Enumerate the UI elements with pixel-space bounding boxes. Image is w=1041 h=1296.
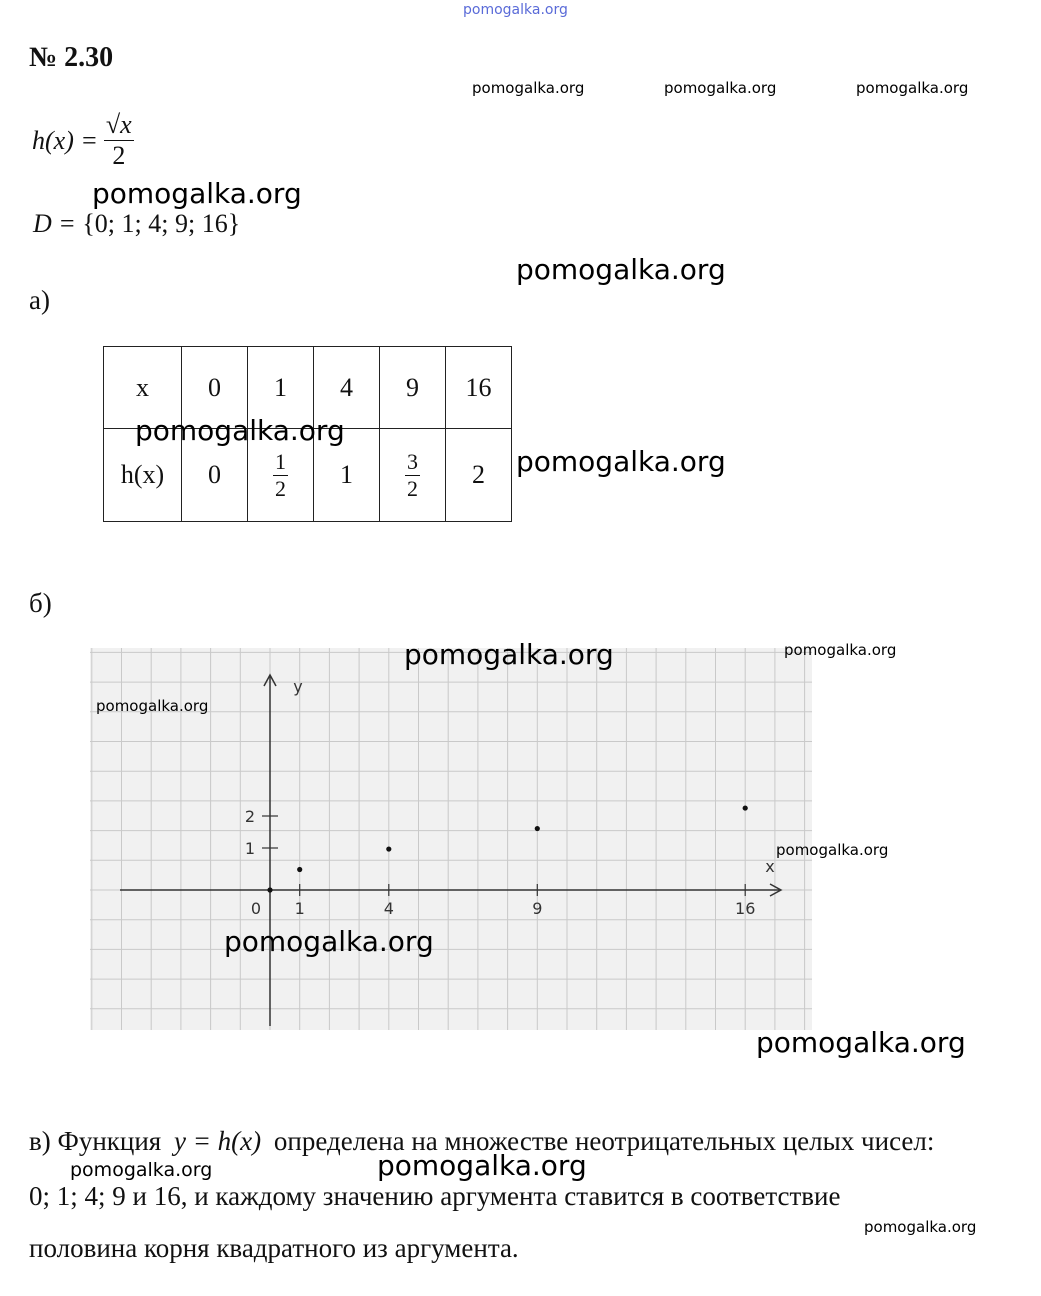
table-cell-fraction [380,429,446,522]
data-point [297,867,302,872]
watermark: pomogalka.org [70,1159,213,1181]
section-c-formula: y = h(x) [173,1126,262,1156]
watermark: pomogalka.org [92,177,302,210]
origin-label: 0 [250,899,262,918]
watermark-top: pomogalka.org [463,2,568,18]
table-cell: x [104,347,182,429]
watermark: pomogalka.org [756,1026,966,1059]
table-cell: 4 [314,347,380,429]
section-c-suffix: определена на множестве неотрицательных целых чисел: [273,1126,935,1156]
table-cell: 2 [446,429,512,522]
section-c-line2: 0; 1; 4; 9 и 16, и каждому значению аргумента ставится в соответствие [29,1181,841,1211]
fraction-denominator: 2 [275,475,286,501]
table-cell: h(x) [104,429,182,522]
watermark: pomogalka.org [664,79,777,97]
watermark: pomogalka.org [864,1218,977,1236]
watermark: pomogalka.org [96,697,209,715]
section-a-label: а) [29,285,50,315]
section-b-label: б) [29,588,52,618]
watermark: pomogalka.org [776,841,889,859]
watermark: pomogalka.org [404,638,614,671]
watermark: pomogalka.org [224,925,434,958]
watermark: pomogalka.org [135,414,345,447]
watermark: pomogalka.org [784,641,897,659]
fraction-numerator: 3 [407,448,418,474]
data-point [386,846,391,851]
watermark: pomogalka.org [516,445,726,478]
section-c-line3: половина корня квадратного из аргумента. [29,1233,519,1263]
formula-lhs: h(x) = [32,125,98,155]
data-point [743,805,748,810]
domain-lhs: D = [33,209,76,238]
data-point [267,887,272,892]
watermark: pomogalka.org [856,79,969,97]
y-tick-label: 1 [244,839,256,858]
table-cell: 1 [248,347,314,429]
section-c-prefix: в) Функция [29,1126,162,1156]
formula-numerator: √x [105,110,132,139]
y-axis-label: y [293,677,303,696]
formula-denominator: 2 [112,141,126,170]
table-cell: 9 [380,347,446,429]
table-cell: 0 [182,347,248,429]
domain-values: {0; 1; 4; 9; 16} [82,209,241,238]
problem-number: № 2.30 [29,42,114,73]
table-cell: 16 [446,347,512,429]
watermark: pomogalka.org [516,253,726,286]
x-tick-label: 16 [735,899,756,918]
watermark: pomogalka.org [472,79,585,97]
table-cell: 1 [314,429,380,522]
fraction-denominator: 2 [407,475,418,501]
data-point [535,826,540,831]
y-tick-label: 2 [244,807,256,826]
domain-set [33,209,240,239]
formula [32,110,134,171]
watermark: pomogalka.org [377,1149,587,1182]
x-axis-label: x [765,857,775,876]
x-tick-label: 9 [532,899,543,918]
x-tick-label: 1 [294,899,305,918]
x-tick-label: 4 [383,899,394,918]
table-cell: 0 [182,429,248,522]
fraction-numerator: 1 [275,448,286,474]
